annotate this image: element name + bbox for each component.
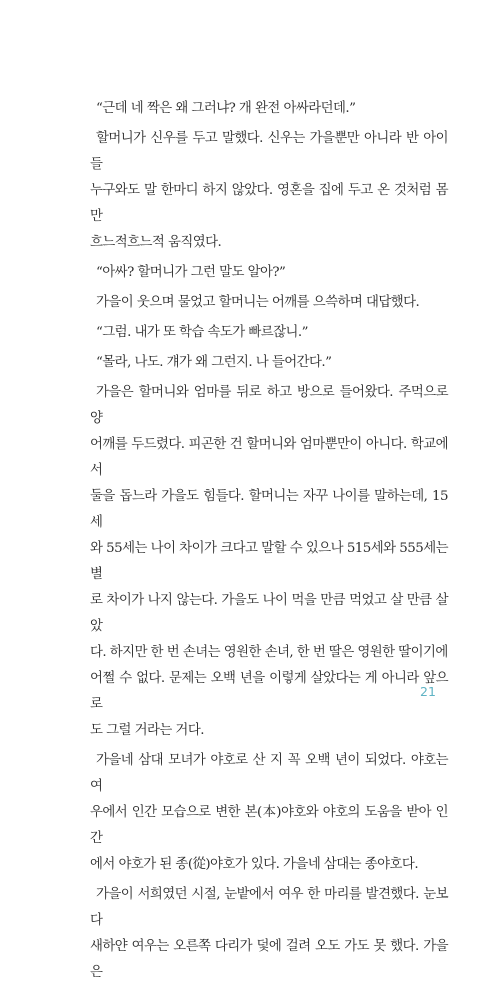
paragraph-8: 가을네 삼대 모녀가 야호로 산 지 꼭 오백 년이 되었다. 야호는 여 우에서 인간 모습으로 변한 본(本)야호와 야호의 도움을 받아 인간 에서 야호가 된 종(從)야호가 있다. 가을네 삼대는 종야호다.	[90, 753, 448, 872]
paragraph-5: “그럼. 내가 또 학습 속도가 빠르잖니.”	[96, 325, 308, 340]
paragraph-4: 가을이 웃으며 물었고 할머니는 어깨를 으쓱하며 대답했다.	[96, 295, 420, 310]
body-text	[90, 96, 448, 990]
paragraph-1: “근데 네 짝은 왜 그러냐? 개 완전 아싸라던데.”	[96, 101, 356, 116]
paragraph-6: “몰라, 나도. 걔가 왜 그런지. 나 들어간다.”	[96, 355, 332, 370]
page-number: 21	[420, 684, 436, 699]
paragraph-9: 가을이 서희였던 시절, 눈밭에서 여우 한 마리를 발견했다. 눈보다 새하얀 여우는 오른쪽 다리가 덫에 걸려 오도 가도 못 했다. 가을은	[90, 887, 448, 980]
paragraph-3: “아싸? 할머니가 그런 말도 알아?”	[96, 265, 286, 280]
paragraph-7: 가을은 할머니와 엄마를 뒤로 하고 방으로 들어왔다. 주먹으로 양 어깨를 두드렸다. 피곤한 건 할머니와 엄마뿐만이 아니다. 학교에서 둘을 돕느라 가을도 힘들다. 할머니는 자꾸 나이를 말하는데, 15세 와 55세는 나이 차이가 크다고 말할 수 있으나 515세와 555세는 별 로 차이가 나지 않는다. 가을도 나이 먹을 만큼 먹었고 살 만큼 살았 다. 하지만 한 번 손녀는 영원한 손녀, 한 번 딸은 영원한 딸이기에 어쩔 수 없다. 문제는 오백 년을 이렇게 살았다는 게 아니라 앞으로 도 그럴 거라는 거다.	[90, 385, 448, 738]
paragraph-2: 할머니가 신우를 두고 말했다. 신우는 가을뿐만 아니라 반 아이들 누구와도 말 한마디 하지 않았다. 영혼을 집에 두고 온 것처럼 몸만 흐느적흐느적 움직였다.	[90, 131, 448, 250]
